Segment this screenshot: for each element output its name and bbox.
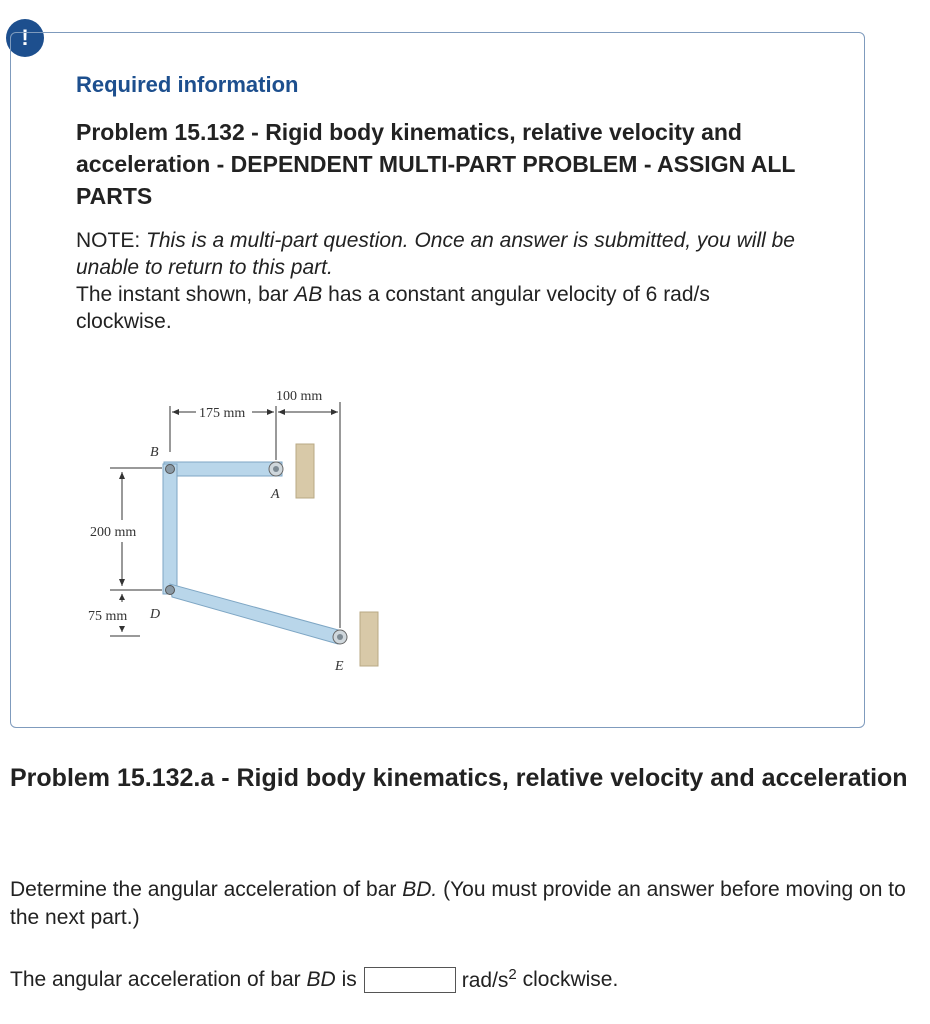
statement-prefix: The instant shown, bar: [76, 283, 289, 306]
note-text: This is a multi-part question. Once an answer is submitted, you will be unable to return to this part.: [76, 229, 795, 279]
dim-175-label: 175 mm: [199, 406, 246, 421]
pin-a-center: [273, 466, 279, 472]
answer-input[interactable]: [364, 967, 456, 993]
linkage-figure: [80, 380, 380, 675]
dim-75-label: 75 mm: [88, 609, 128, 624]
pin-d: [166, 586, 175, 595]
answer-suffix: clockwise.: [522, 967, 619, 991]
statement-suffix: has a constant angular velocity of 6 rad/s clockwise.: [76, 283, 710, 333]
bar-ab: [164, 462, 282, 476]
statement-bar: AB: [294, 283, 323, 306]
bar-bd: [163, 464, 177, 594]
bar-de: [170, 584, 342, 644]
pin-b: [166, 465, 175, 474]
dim-200-label: 200 mm: [90, 525, 137, 540]
dim-100-label: 100 mm: [276, 389, 323, 404]
note-label: NOTE:: [76, 229, 141, 252]
problem-statement: [76, 227, 796, 335]
answer-unit: rad/$s^2$: [461, 966, 517, 992]
answer-row: [10, 966, 618, 993]
wall-a: [296, 444, 314, 498]
problem-title: Problem 15.132 - Rigid body kinematics, relative velocity and acceleration - DEPENDENT MULTI-PART PROBLEM - ASSIGN ALL PARTS: [76, 119, 796, 209]
label-d: D: [150, 607, 161, 622]
label-b: B: [150, 445, 159, 460]
question-bar: BD.: [402, 878, 438, 901]
question-suffix: (You must provide an answer before moving on to the next part.): [10, 878, 906, 929]
wall-e: [360, 612, 378, 666]
label-e: E: [335, 659, 344, 674]
label-a: A: [271, 487, 280, 502]
question-text: [10, 876, 915, 932]
answer-prefix: The angular acceleration of bar: [10, 967, 301, 991]
alert-icon: !: [6, 19, 44, 57]
answer-is: is: [341, 967, 357, 991]
answer-bar: BD: [306, 967, 336, 991]
question-prefix: Determine the angular acceleration of bar: [10, 878, 397, 901]
required-info-heading: Required information: [76, 72, 299, 97]
part-title: Problem 15.132.a - Rigid body kinematics, relative velocity and acceleration: [10, 764, 908, 792]
pin-e-center: [337, 634, 343, 640]
